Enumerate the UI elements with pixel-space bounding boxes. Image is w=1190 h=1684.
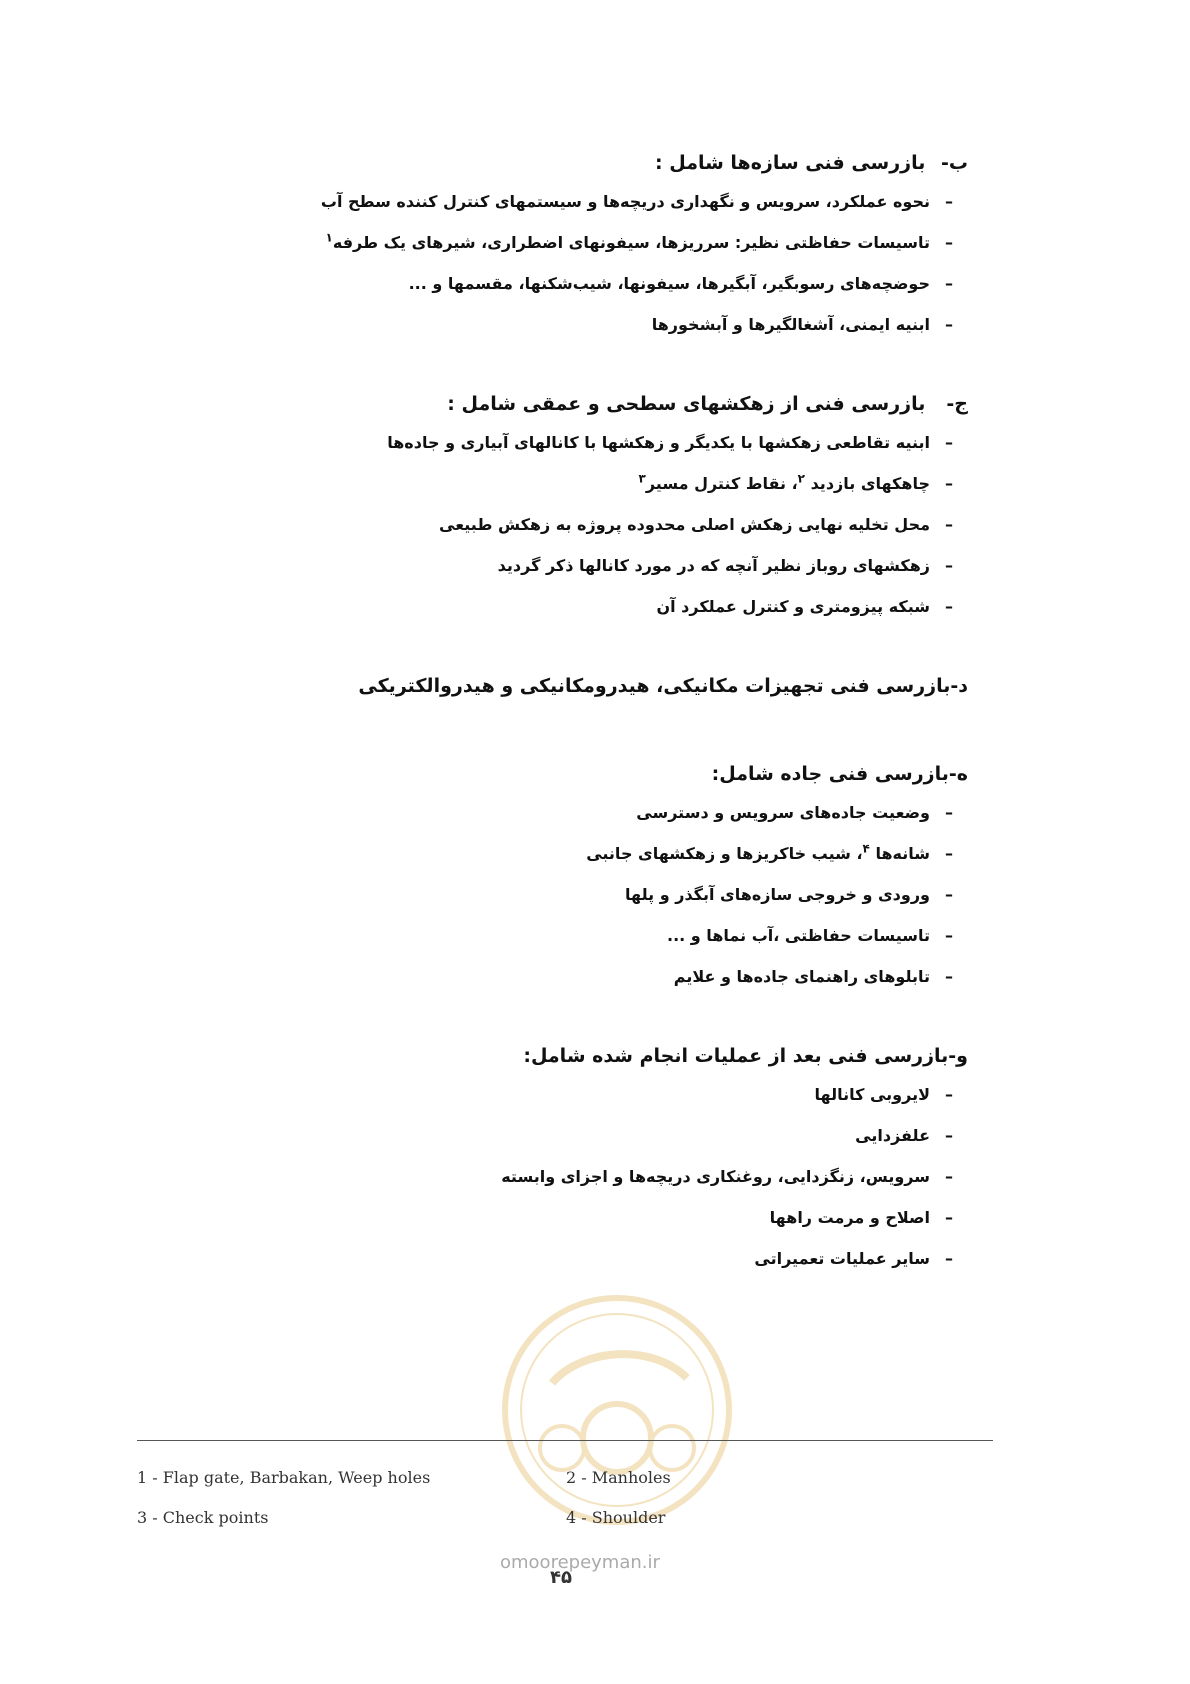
- list-dash: –: [945, 844, 953, 863]
- list-item: [148, 272, 968, 296]
- section-roads: [148, 759, 968, 989]
- list-item-text: سرویس، زنگزدایی، روغنکاری دریچه‌ها و اجزای وابسته: [501, 1167, 930, 1186]
- section-label: ه-: [948, 763, 968, 785]
- list-dash: –: [945, 967, 953, 986]
- list-item: [148, 231, 968, 255]
- list-item: [148, 595, 968, 619]
- list-item: [148, 1165, 968, 1189]
- section-label: ج-: [946, 393, 968, 415]
- section-title: بازرسی فنی بعد از عملیات انجام شده شامل:: [523, 1045, 949, 1067]
- section-heading: [148, 671, 968, 701]
- list-dash: –: [945, 474, 953, 493]
- list-item-text: ، شیب خاکریزها و زهکشهای جانبی: [586, 844, 863, 863]
- section-heading: [148, 1041, 968, 1071]
- section-structures: [148, 148, 968, 337]
- section-heading: [148, 759, 968, 789]
- list-item-text: علفزدایی: [855, 1126, 930, 1145]
- list-item-text: سایر عملیات تعمیراتی: [754, 1249, 930, 1268]
- section-title: بازرسی فنی سازه‌ها شامل :: [655, 152, 926, 174]
- list-item-text: تابلوهای راهنمای جاده‌ها و علایم: [673, 967, 930, 986]
- list-dash: –: [945, 515, 953, 534]
- page-number: ۴۵: [550, 1567, 572, 1588]
- list-item: [148, 965, 968, 989]
- list-item-text: اصلاح و مرمت راهها: [769, 1208, 930, 1227]
- document-body: [148, 148, 968, 1323]
- section-label: و-: [948, 1045, 968, 1067]
- section-title: بازرسی فنی جاده شامل:: [711, 763, 949, 785]
- list-item: [148, 1247, 968, 1271]
- list-item: [148, 1083, 968, 1107]
- list-item: [148, 1206, 968, 1230]
- section-label: ب-: [941, 152, 968, 174]
- list-item-text: نحوه عملکرد، سرویس و نگهداری دریچه‌ها و سیستمهای کنترل کننده سطح آب: [320, 192, 930, 211]
- list-item: [148, 801, 968, 825]
- list-item-text: ابنیه تقاطعی زهکشها با یکدیگر و زهکشها با کانالهای آبیاری و جاده‌ها: [387, 433, 930, 452]
- footnote-mark: ۱: [325, 230, 333, 245]
- list-item-text: ابنیه ایمنی، آشغالگیرها و آبشخورها: [651, 315, 930, 334]
- section-label: د-: [950, 675, 968, 697]
- section-equipment: [148, 671, 968, 701]
- list-item: [148, 883, 968, 907]
- section-title: بازرسی فنی تجهیزات مکانیکی، هیدرومکانیکی و هیدروالکتریکی: [358, 675, 951, 697]
- section-heading: [148, 148, 968, 178]
- list-item-text: حوضچه‌های رسوبگیر، آبگیرها، سیفونها، شیب‌شکنها، مقسمها و ...: [408, 274, 930, 293]
- footnote-1: 1 - Flap gate, Barbakan, Weep holes: [137, 1468, 431, 1487]
- list-item-text: تاسیسات حفاظتی نظیر: سرریزها، سیفونهای اضطراری، شیرهای یک طرفه: [332, 233, 930, 252]
- watermark-url: omoorepeyman.ir: [500, 1552, 660, 1573]
- list-dash: –: [945, 1085, 953, 1104]
- list-dash: –: [945, 556, 953, 575]
- footnote-mark: ۲: [797, 471, 805, 486]
- list-item: [148, 1124, 968, 1148]
- list-item-text: چاهکهای بازدید: [810, 474, 930, 493]
- section-title: بازرسی فنی از زهکشهای سطحی و عمقی شامل :: [447, 393, 926, 415]
- list-item-text: لایروبی کانالها: [814, 1085, 930, 1104]
- footnote-mark: ۴: [862, 841, 870, 856]
- list-dash: –: [945, 803, 953, 822]
- list-item: [148, 472, 968, 496]
- list-item: [148, 431, 968, 455]
- list-item-text: ورودی و خروجی سازه‌های آبگذر و پلها: [625, 885, 930, 904]
- list-item-text: شانه‌ها: [875, 844, 930, 863]
- footnote-2: 2 - Manholes: [566, 1468, 671, 1487]
- list-item: [148, 924, 968, 948]
- list-dash: –: [945, 1126, 953, 1145]
- list-item-text: تاسیسات حفاظتی ،آب نماها و ...: [666, 926, 930, 945]
- footnote-mark: ۳: [638, 471, 646, 486]
- footnote-4: 4 - Shoulder: [566, 1508, 666, 1527]
- list-item: [148, 554, 968, 578]
- section-post-operations: [148, 1041, 968, 1271]
- list-dash: –: [945, 597, 953, 616]
- footnote-divider: [137, 1440, 993, 1441]
- footnote-3: 3 - Check points: [137, 1508, 269, 1527]
- list-dash: –: [945, 885, 953, 904]
- list-item-text: زهکشهای روباز نظیر آنچه که در مورد کانالها ذکر گردید: [497, 556, 930, 575]
- list-item: [148, 513, 968, 537]
- list-dash: –: [945, 1167, 953, 1186]
- list-dash: –: [945, 274, 953, 293]
- list-item: [148, 190, 968, 214]
- list-dash: –: [945, 233, 953, 252]
- list-dash: –: [945, 433, 953, 452]
- list-dash: –: [945, 315, 953, 334]
- list-item-text: شبکه پیزومتری و کنترل عملکرد آن: [656, 597, 930, 616]
- list-dash: –: [945, 926, 953, 945]
- list-dash: –: [945, 1208, 953, 1227]
- watermark-seal-icon: [492, 1288, 742, 1533]
- list-item-text: ، نقاط کنترل مسیر: [645, 474, 798, 493]
- section-heading: [148, 389, 968, 419]
- list-item-text: محل تخلیه نهایی زهکش اصلی محدوده پروژه به زهکش طبیعی: [439, 515, 930, 534]
- list-item: [148, 842, 968, 866]
- list-item-text: وضعیت جاده‌های سرویس و دسترسی: [636, 803, 930, 822]
- list-item: [148, 313, 968, 337]
- list-dash: –: [945, 192, 953, 211]
- list-dash: –: [945, 1249, 953, 1268]
- section-drains: [148, 389, 968, 619]
